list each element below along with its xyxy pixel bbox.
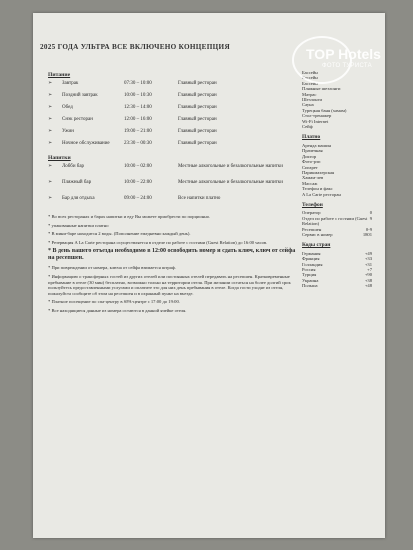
bullet-arrow-icon: ➢ — [48, 117, 53, 122]
table-row — [48, 141, 296, 153]
note: * В мини-баре находится 2 воды. (Пополнение ежедневно каждый день). — [48, 231, 191, 237]
country-codes-list — [302, 251, 372, 289]
row-name: Ужин — [62, 129, 74, 134]
list-item: Массаж — [302, 180, 318, 186]
note: * Информацию о трансферных гостей из других отелей или постоянных отелей передавать на ресепшен. Кратковременные пребывание в отеле (30 мин) бесплатно, возможно только на территории отеля. При желании остаться на более долгий срок пользуйтесь предоставленными услугами и оплатите это для них день пребывания в отеле. Когда гости уходят из отеля, пожалуйста сообщите об этом на ресепшен и в охранный пункт на въезде. — [48, 273, 291, 296]
list-item: Аренда машин — [302, 142, 332, 148]
table-row — [48, 196, 296, 208]
item-value: 0 — [369, 210, 372, 216]
list-item: Wi-Fi Internet — [302, 118, 329, 124]
list-item: Прачечная — [302, 148, 323, 154]
list-item: Сауна — [302, 102, 314, 108]
bullet-arrow-icon: ➢ — [48, 81, 53, 86]
bullet-arrow-icon: ➢ — [48, 105, 53, 110]
logo-brand-text: TOP Hotels — [306, 46, 381, 62]
list-item: Пляжные шезлонги — [302, 86, 341, 92]
row-place: Местные алкогольные и безалкогольные напитки — [178, 180, 283, 185]
phone-list — [302, 210, 372, 237]
food-heading: Питание — [48, 72, 71, 78]
row-place: Все напитки платно — [178, 196, 221, 201]
bullet-arrow-icon: ➢ — [48, 164, 53, 169]
row-name: Пляжный бар — [62, 180, 92, 185]
list-item: Турецкая баня (хамам) — [302, 107, 347, 113]
tophotels-watermark-logo — [292, 36, 412, 84]
note: * Платное посещение по спа-центру в SPA-центре с 17:00 до 19:00. — [48, 299, 180, 305]
item-label: Франция — [302, 256, 320, 262]
list-item: Телефон и факс — [302, 186, 333, 192]
item-value: +48 — [364, 283, 372, 289]
item-value: +90 — [364, 272, 372, 278]
bullet-arrow-icon: ➢ — [48, 93, 53, 98]
checkout-note: * В день вашего отъезда необходимо в 12:00 освободить номер и сдать ключ, ключ от сейфа на ресепшен. — [48, 248, 296, 262]
document-title: 2025 ГОДА УЛЬТРА ВСЕ ВКЛЮЧЕНО КОНЦЕПЦИЯ — [40, 43, 230, 51]
item-label: Турция — [302, 272, 317, 278]
logo-sub-text: ФОТО ТУРИСТА — [322, 63, 372, 69]
row-time: 12:00 – 16:00 — [124, 117, 152, 122]
row-name: Снэк ресторан — [62, 117, 93, 122]
list-item: Парикмахерская — [302, 169, 335, 175]
table-row — [48, 129, 296, 141]
drinks-table — [48, 164, 296, 208]
item-value: 9 — [369, 215, 372, 221]
list-item: Бассейн — [302, 75, 318, 81]
list-item: Шезлонги — [302, 97, 322, 103]
food-table — [48, 81, 296, 153]
row-time: 07:30 – 10:00 — [124, 81, 152, 86]
table-row — [48, 81, 296, 93]
row-time: 10:00 – 22:00 — [124, 180, 152, 185]
row-name: Бар для отдыха — [62, 196, 95, 201]
row-name: Обед — [62, 105, 73, 110]
note: * Все находящиеся данные из номера остаются в данной ячейке отеля. — [48, 307, 187, 313]
drinks-heading: Напитки — [48, 155, 71, 161]
list-item: Сигарет — [302, 164, 318, 170]
row-time: 12:30 – 14:00 — [124, 105, 152, 110]
row-place: Главный ресторан — [178, 93, 217, 98]
table-row — [48, 180, 296, 196]
table-row — [48, 117, 296, 129]
list-item: Хамам-лев — [302, 175, 324, 181]
row-time: 10:00 – 02:00 — [124, 164, 152, 169]
row-place: Главный ресторан — [178, 105, 217, 110]
table-row — [48, 93, 296, 105]
row-name: Завтрак — [62, 81, 79, 86]
table-row — [48, 105, 296, 117]
item-value: 1801 — [362, 231, 372, 237]
notes-block — [48, 214, 296, 314]
codes-heading: Коды стран — [302, 242, 331, 249]
item-label: Ресепшен — [302, 226, 322, 232]
paid-heading: Платно — [302, 134, 321, 141]
row-name: Ночное обслуживание — [62, 141, 110, 146]
row-name: Лобби бар — [62, 164, 85, 169]
row-time: 23:30 – 00:30 — [124, 141, 152, 146]
bullet-arrow-icon: ➢ — [48, 196, 53, 201]
row-place: Главный ресторан — [178, 141, 217, 146]
item-value: +49 — [364, 250, 372, 256]
list-item: Бассейн — [302, 80, 318, 86]
item-label: Голландия — [302, 261, 323, 267]
list-item — [302, 283, 372, 288]
main-column — [48, 70, 296, 317]
table-row — [48, 164, 296, 180]
item-label: Отдел по работе с гостями (Guest Relation) — [302, 215, 368, 227]
item-label: Украина — [302, 277, 319, 283]
paid-list — [302, 143, 372, 197]
list-item — [302, 232, 372, 237]
note: * При повреждении от номера, ключа от сейфа взимается штраф. — [48, 265, 176, 271]
item-value: 0-9 — [365, 226, 372, 232]
list-item: Доктор — [302, 153, 317, 159]
list-item: Стол-тренажер — [302, 113, 332, 119]
item-label: Россия — [302, 267, 316, 272]
item-label: Германия — [302, 250, 321, 256]
item-value: +38 — [364, 277, 372, 283]
note: * Во всех ресторанах и барах напитки и еду Вы можете приобрести по порционно. — [48, 214, 211, 219]
row-place: Местные алкогольные и безалкогольные напитки — [178, 164, 283, 169]
item-label: Польша — [302, 283, 318, 289]
list-item: Матрас — [302, 91, 317, 97]
row-name: Поздний завтрак — [62, 93, 98, 98]
bullet-arrow-icon: ➢ — [48, 180, 53, 185]
list-item — [302, 216, 372, 227]
row-time: 10:00 – 10:30 — [124, 93, 152, 98]
row-place: Главный ресторан — [178, 117, 217, 122]
side-column — [302, 70, 372, 289]
item-label: Оператор — [302, 210, 321, 216]
item-label: Сервис в номер — [302, 231, 333, 237]
note: * Резервация A La Carte ресторана осуществляется в отделе по работе с гостями (Guest Relation) до 16:00 часов. — [48, 239, 268, 245]
note: * упакованные напитки платно — [48, 222, 109, 228]
bullet-arrow-icon: ➢ — [48, 129, 53, 134]
bullet-arrow-icon: ➢ — [48, 141, 53, 146]
list-item: Бассейн — [302, 70, 318, 75]
list-item: A La Carte ресторан — [302, 191, 341, 197]
list-item: Сейф — [302, 124, 313, 130]
row-time: 09:00 – 24:00 — [124, 196, 152, 201]
list-item: Фото-рэп — [302, 159, 321, 165]
item-value: +7 — [367, 267, 372, 272]
row-place: Главный ресторан — [178, 129, 217, 134]
phone-heading: Телефон — [302, 201, 323, 208]
item-value: +33 — [364, 256, 372, 262]
item-value: +31 — [364, 261, 372, 267]
row-time: 19:00 – 21:00 — [124, 129, 152, 134]
row-place: Главный ресторан — [178, 81, 217, 86]
